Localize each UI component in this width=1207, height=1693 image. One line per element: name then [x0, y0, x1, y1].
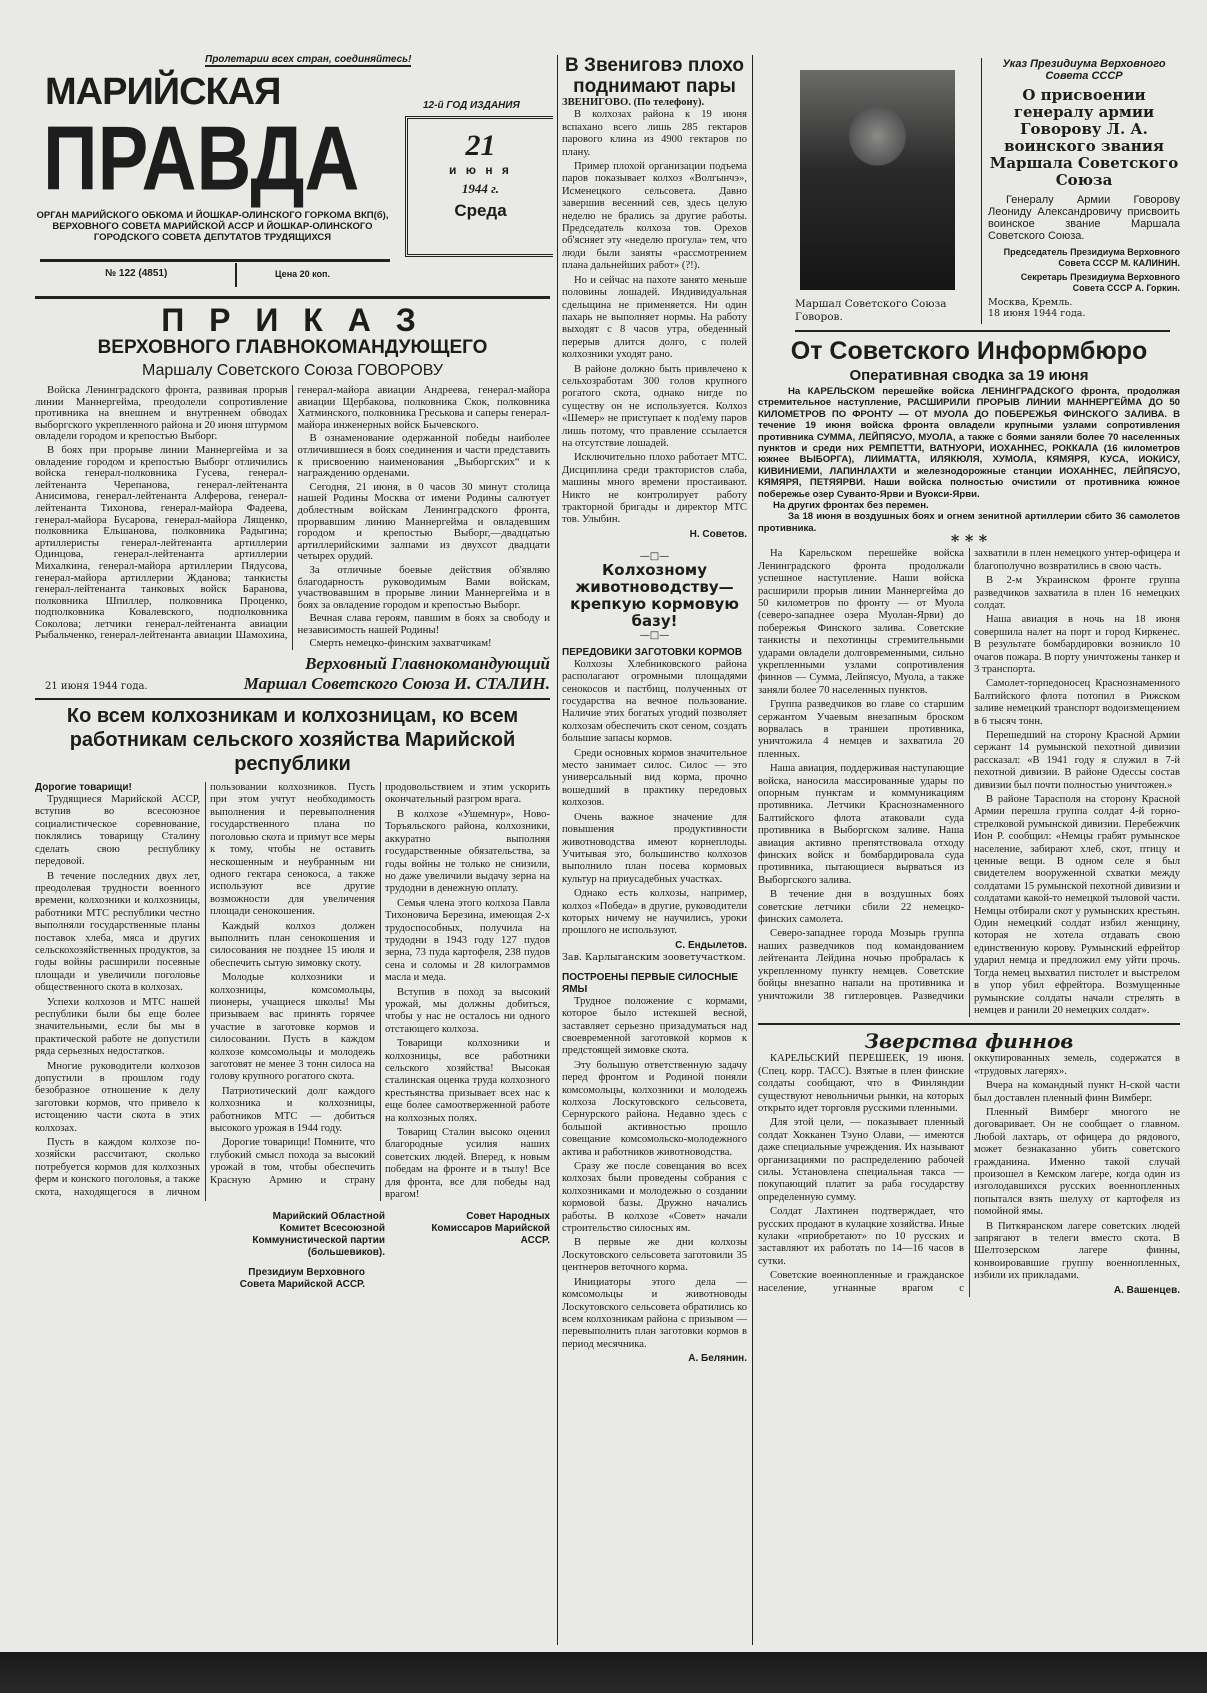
author-note: Зав. Карлыганским зооветучастком.: [562, 951, 746, 963]
signature-gorkin: Секретарь Президиума Верховного Совета СССР А. Горкин.: [1020, 272, 1180, 293]
section-body: [562, 996, 747, 1351]
middle-column: [562, 55, 747, 1365]
ukaz-header: Указ Президиума Верховного Совета СССР: [1002, 58, 1166, 82]
livestock-title: Колхозному животноводству—крепкую кормовую базу!: [570, 560, 739, 630]
prikaz-title: П Р И К А З: [161, 302, 424, 338]
paragraph: Исключительно плохо работает МТС. Дисциплина среди трактористов слаба, машины много времени простаивают. Никто не контролирует работу тракторной бригады и директор МТС тов. Улыбин.: [562, 452, 747, 526]
separator-stars: * * *: [950, 531, 988, 551]
paragraph: Успехи колхозов и МТС нашей республики были бы еще более значительными, если бы мы в практической работе не допустили ряда серьезных недостатков.: [35, 996, 200, 1058]
paragraph: Трудное положение с кормами, которое было истекшей весной, заставляет серьезно призадуматься над своевременной заготовкой кормов к предстоящей зимовке скота.: [562, 995, 747, 1057]
date-year: 1944 г.: [461, 181, 500, 196]
paragraph: Товарищи колхозники и колхозницы, все работники сельского хозяйства! Высокая сталинская оценка труда колхозного крестьянства призывает всех нас к еще более самоотверженной работе на колхозных полях.: [385, 1038, 550, 1124]
paragraph: В районе Тарасполя на сторону Красной Армии перешла группа солдат 4-й горно-стрелковой румынской дивизии. Перебежчик Ион Р. сообщил: «Немцы грабят румынское население, забирают хлеб, скот, птицу и ценные вещи. В одном селе я был свидетелем вооруженной схватки между солдатами 15 румынской пехотной дивизии и солдатами какой-то немецкой тыловой части. Немцы отбирали скот у румынских крестьян. Один немецкий солдат избил женщину, которая не хотела отдавать свою единственную корову. Румынский ефрейтор ударил немца и предложил ему уйти прочь. Тогда немец выхватил пистолет и выстрелом в упор убил ефрейтора. Возмущенные румынские солдаты начали стрелять в немцев и ранили 20 немецких солдат».: [974, 794, 1180, 1016]
right-column: [758, 58, 1180, 1297]
section-body: [562, 659, 747, 938]
paragraph: Пленный Вимберг многого не договаривает. Он не сообщает о главном. Любой лахтарь, от офицера до рядового, может безнаказанно убить советского гражданина. Именно такой случай произошел в Кемском лагере, когда один из изголодавшихся русских военнопленных попытался взять шелуху от картофеля из помойной ямы.: [974, 1106, 1180, 1218]
paragraph: Сразу же после совещания во всех колхозах были проведены собрания с колхозниками и молодежью о создании кормовой базы. Дружно начались работы. В колхозе «Совет» начали строительство силосных ям.: [562, 1161, 747, 1235]
slogan: Пролетарии всех стран, соединяйтесь!: [205, 54, 412, 65]
paragraph: В колхозе «Ушемнур», Ново-Торъяльского района, колхозники, аккуратно выполняя государственные обязательства, за годы войны не только не снизили, но даже увеличили выдачу зерна на трудодни в денежную оплату.: [385, 808, 550, 895]
price: Цена 20 коп.: [275, 269, 330, 279]
paragraph: Наша авиация в ночь на 18 июня совершила налет на порт и город Киркенес. В результате бомбардировки возникло 10 очагов пожара. В порту уничтожены танкер и 3 транспорта.: [974, 614, 1180, 675]
paragraph: Инициаторы этого дела — комсомольцы и животноводы Лоскутовского сельсовета обратились ко всем колхозникам района с призывом — перевыполнить план заготовки кормов в период месячника.: [562, 1276, 747, 1350]
paragraph: Северо-западнее города Мозырь группа наших разведчиков под командованием лейтенанта Лейдина ночью пробралась к укрепленному пункту немцев. Советские бойцы внезапно напали на противника и уничтожили 38 гитлеровцев. Разведчики захватили в плен немецкого унтер-офицера и благополучно возвратились в свою часть.: [758, 548, 1180, 1002]
paragraph: Самолет-торпедоносец Краснознаменного Балтийского флота потопил в Рижском заливе немецкий транспорт водоизмещением в 6 тысяч тонн.: [974, 678, 1180, 727]
prikaz-body: [35, 385, 550, 650]
paragraph: Дорогие товарищи! Помните, что глубокий смысл похода за высокий урожай в том, чтобы обеспечить Красную Армию и страну продовольствием и этим ускорить окончательный разгром врага.: [210, 782, 550, 1186]
paragraph: В ознаменование одержанной победы наиболее отличившиеся в боях соединения и части представить к присвоению наименования „Выборгских“ и к награждению орденами.: [297, 432, 550, 480]
govorov-photo: [800, 70, 955, 290]
paragraph: В Питкяранском лагере советских людей запрягают в телеги вместо скота. В Шелтозерском лагере финны, конвоировавшие группу военнопленных, избили их прикладами.: [974, 1220, 1180, 1282]
paragraph: Колхозы Хлебниковского района располагают огромными площадями сенокосов и пастбищ, полученных от государства на вечное пользование. Наличие этих богатых угодий позволяет колхозам обеспечить скот сеном, создать большие запасы кормов.: [562, 658, 747, 745]
zvenigovo-title: В Звениговэ плохо поднимают пары: [565, 55, 744, 97]
author: С. Ендылетов.: [675, 939, 747, 951]
paragraph: Трудящиеся Марийской АССР, вступив во всесоюзное социалистическое соревнование, поклялись товарищу Сталину сделать свою республику передовой.: [35, 794, 200, 868]
photo-caption: Маршал Советского Союза Говоров.: [795, 298, 947, 323]
informburo-body: [758, 548, 1180, 1017]
paragraph: Семья члена этого колхоза Павла Тихоновича Березина, имеющая 2-х трудоспособных, получила на трудодни в 1943 году 127 пудов зерна, 73 пуда картофеля, 238 пудов сена и соломы и 28 килограммов масла и меда.: [385, 897, 550, 984]
appeal-signatures: [35, 1211, 550, 1259]
atrocities-title: Зверства финнов: [864, 1029, 1074, 1054]
informburo-subtitle: Оперативная сводка за 19 июня: [849, 367, 1089, 384]
date-box: [405, 116, 553, 257]
paragraph: Группа разведчиков во главе со старшим сержантом Учаевым внезапным броском ворвалась в траншеи противника, уничтожила 4 немцев и захватила 20 пленных.: [758, 699, 964, 760]
prikaz-subtitle: ВЕРХОВНОГО ГЛАВНОКОМАНДУЮЩЕГО: [97, 337, 488, 358]
informburo-lead: [758, 386, 1180, 534]
paragraph: Перешедший на сторону Красной Армии сержант 14 румынской пехотной дивизии рассказал: «В 1941 году я служил в 7-й пехотной дивизии. В районе Одессы состав дивизии был почти полностью уничтожен.»: [974, 729, 1180, 791]
author: А. Белянин.: [688, 1353, 747, 1365]
paragraph: В 2-м Украинском фронте группа разведчиков захватила в плен 16 немецких солдат.: [974, 575, 1180, 611]
scan-edge: [0, 1652, 1207, 1693]
paragraph: Среди основных кормов значительное место занимает силос. Силос — это универсальный вид корма, прочно вошедший в практику передовых колхозов.: [562, 747, 747, 809]
ukaz-date: 18 июня 1944 года.: [988, 308, 1086, 319]
paragraph: Пусть в каждом колхозе по-хозяйски рассчитают, сколько потребуется кормов для колхозных ферм и конского поголовья, а также скота, находящегося в личном пользовании колхозников. Пусть при этом учтут необходимость выполнения и перевыполнения государственного плана по поголовью скота и примут все меры к тому, чтобы не оставить нескошенным и неубранным ни одного гектара сенокоса, а также используют все другие возможности для увеличения площади сенокошения.: [35, 782, 375, 1198]
paragraph: Пример плохой организации подъема паров показывает колхоз «Волгынчэ», Исменецкого сельсовета. Давно завершив весенний сев, здесь целую неделю не брались за другие работы. Председатель колхоза тов. Орехов об'ясняет эту «неделю прогула» тем, что люди были заняты «рассмотрением плана дальнейших работ» (?!).: [562, 161, 747, 272]
paragraph: В первые же дни колхозы Лоскутовского сельсовета заготовили 35 центнеров веточного корма.: [562, 1237, 747, 1274]
issue-number: № 122 (4851): [105, 268, 168, 279]
appeal-title: Ко всем колхозникам и колхозницам, ко всем работникам сельского хозяйства Марийской республики: [66, 705, 519, 776]
paragraph: На КАРЕЛЬСКОМ перешейке войска ЛЕНИНГРАДСКОГО фронта, продолжая стремительное наступление, РАСШИРИЛИ ПРОРЫВ ЛИНИИ МАННЕРГЕЙМА ДО 50 КИЛОМЕТРОВ ПО ФРОНТУ — ОТ МУОЛА ДО ПОБЕРЕЖЬЯ ФИНСКОГО ЗАЛИВА. В течение 19 июня войска фронта овладели крупными узлами сопротивления противника СУММА, ЛЕЙПЯСУО, МУОЛА, а также с боями заняли более 70 населенных пунктов и среди них РЕМПЕТТИ, ВАТНУОРИ, ИОХАННЕС, РОККАЛА (16 километров южнее ВЫБОРГА), ЛИИМАТТА, ИЛЯКЮЛЯ, ХУМОЛА, КЯМЯРЯ, КУСА, ИОКИСУ, КИВИНИЕМИ, ЛАПИНЛАХТИ и железнодорожные станции ИОХАННЕС, ЛЕЙПЯСУО, КЯМЯРЯ, ПЕТЯЯРВИ. Наши войска полностью очистили от противника южное побережье озер Суванто-Ярви и Вуокси-Ярви.: [758, 386, 1180, 500]
paragraph: Патриотический долг каждого колхозника и колхозницы, работников МТС — добиться высокого урожая в 1944 году.: [210, 1085, 375, 1135]
prikaz-article: [35, 303, 550, 694]
dateline: ЗВЕНИГОВО. (По телефону).: [562, 97, 705, 108]
paragraph: Вчера на командный пункт Н-ской части был доставлен пленный финн Вимберг.: [974, 1080, 1180, 1104]
signature-kalinin: Председатель Президиума Верховного Совета СССР М. КАЛИНИН.: [1003, 247, 1180, 268]
paragraph: В районе должно быть привлечено к сельхозработам 300 голов крупного рогатого скота, однако нигде по существу он не используется. Колхоз «Шемер» не приступает к под'ему паров лишь потому, что правление ссылается на отсутствие лошадей.: [562, 363, 747, 449]
prikaz-date: 21 июня 1944 года.: [45, 681, 148, 693]
paragraph: Молодые колхозники и колхозницы, комсомольцы, пионеры, учащиеся школы! Мы призываем вас принять горячее участие в заготовке кормов и силосовании. Пусть в каждом колхозе комсомольцы и молодежь заготовят не менее 3 тонн силоса на голову крупного рогатого скота.: [210, 972, 375, 1083]
paragraph: Эту большую ответственную задачу перед фронтом и Родиной поняли комсомольцы, колхозники и молодежь колхоза Лоскутовского сельсовета, Сернурского района. Недавно здесь с большой активностью прошло совещание комсомольско-молодежного актива и работников животноводства.: [562, 1059, 747, 1158]
paragraph: Наша авиация, поддерживая наступающие войска, наносила массированные удары по опорным пунктам и коммуникациям противника. Летчики Краснознаменного Балтийского флота атаковали суда противника в Выборгском заливе. Наша авиация активно препятствовала отходу финских войск и бомбардировала суда противника, пытающиеся вырваться из Выборгского залива.: [758, 763, 964, 886]
zvenigovo-article: [562, 55, 747, 541]
prikaz-addressee: Маршалу Советского Союза ГОВОРОВУ: [141, 362, 443, 379]
left-column: [35, 52, 550, 1291]
atrocities-body: [758, 1053, 1180, 1296]
paragraph: Очень важное значение для повышения продуктивности животноводства имеют корнеплоды. Учитывая это, большинство колхозов выполнило план посева кормовых культур на приусадебных участках.: [562, 811, 747, 885]
masthead: [35, 52, 550, 292]
paragraph: КАРЕЛЬСКИЙ ПЕРЕШЕЕК, 19 июня. (Спец. корр. ТАСС). Взятые в плен финские солдаты сообщают, что в Финляндии существуют невольничьи рынки, на которых открыто идет торговля русскими пленными.: [758, 1053, 964, 1114]
date-day: 21: [465, 129, 496, 162]
signature-obkom: Марийский Областной Комитет Всесоюзной Коммунистической партии (большевиков).: [252, 1211, 385, 1259]
author: А. Вашенцев.: [1113, 1284, 1180, 1296]
date-month: и ю н я: [449, 163, 512, 177]
paragraph: За отличные боевые действия об'являю благодарность руководимым Вами войскам, участвовавшим в прорыве линии Маннергейма и в боях за овладение городом и крепостью Выборг.: [297, 563, 550, 611]
paragraph: В течение дня в воздушных боях советские летчики сбили 22 немецко-финских самолета.: [758, 889, 964, 926]
paragraph: Солдат Лахтинен подтверждает, что русских продают в кулацкие хозяйства. Иные кулаки «приобретают» по 10 русских и заставляют их работать по 14—16 часов в сутки.: [758, 1206, 964, 1267]
paragraph: Для этой цели, — показывает пленный солдат Хокканен Тэуно Олави, — имеются даже специальные учреждения. Их называют организациями по распределению рабочей силы. Установлена специальная такса — покупающий платит за раба государству определенную сумму.: [758, 1117, 964, 1203]
ukaz-title: О присвоении генералу армии Говорову Л. А. воинского звания Маршала Советского Союза: [989, 86, 1179, 189]
paragraph: В боях при прорыве линии Маннергейма и за овладение городом и крепостью Выборг отличились войска генерал-полковника Гусева, генерал-лейтенанта Черепанова, генерал-лейтенанта Анисимова, генерал-лейтенанта Алферова, генерал-лейтенанта Тихонова, генерал-майора Фадеева, генерал-майора Бусарова, генерал-майора Лященко, полковника Ельшанова, полковника Радыгина; артиллеристы генерал-лейтенанта артиллерии Одинцова, генерал-лейтенанта артиллерии Михалкина, генерал-майора артиллерии Пядусова, генерал-майора артиллерии Жданова; танкисты генерал-лейтенанта танковых войск Баранова, полковника Шпиллер, полковника Проценко, подполковника Ковалевского, подполковника Соколова; летчики генерал-лейтенанта авиации Рыбальченко, генерал-лейтенанта авиации Шамохина, генерал-майора авиации Андреева, генерал-майора авиации Щербакова, полковника Скок, полковника Хатминского, полковника Греськова и саперы генерал-майора инженерных войск Бычевского.: [35, 384, 550, 642]
atrocities-article: [758, 1029, 1180, 1296]
paragraph: Сегодня, 21 июня, в 0 часов 30 минут столица нашей Родины Москва от имени Родины салютует доблестным войскам Ленинградского фронта, прорвавшим линию Маннергейма и овладевшим городом и крепостью Выборг,—двадцатью артиллерийскими залпами из двухсот двадцати четырех орудий.: [297, 480, 550, 563]
paragraph: Войска Ленинградского фронта, развивая прорыв линии Маннергейма, преодолели сопротивление противника на внешнем и внутреннем обводах выборгского укрепленного района и 20 июня штурмом овладели городом и крепостью Выборг.: [35, 384, 288, 443]
paragraph: В колхозах района к 19 июня вспахано всего лишь 285 гектаров парового клина из 4900 гектаров по плану.: [562, 109, 747, 158]
informburo-title: От Советского Информбюро: [790, 337, 1148, 365]
section-heading: ПОСТРОЕНЫ ПЕРВЫЕ СИЛОСНЫЕ ЯМЫ: [562, 971, 738, 995]
paragraph: На других фронтах без перемен.: [773, 500, 929, 512]
date-weekday: Среда: [454, 201, 507, 220]
livestock-section: —□— Колхозному животноводству—крепкую кормовую базу! —□— ПЕРЕДОВИКИ ЗАГОТОВКИ КОРМОВ Колхозы Хлебниковского района располагают огромными площадями сенокосов и пастбищ, полученных от государства на вечное пользование. Наличие этих богатых угодий позволяет колхозам обеспечить скот сеном, создать большие запасы кормов. Среди основных кормов значительное место занимает силос. Силос — это универсальный вид корма, прочно вошедший в практику передовых колхозов. Очень важное значение для повышения продуктивности животноводства имеют корнеплоды. Учитывая это, большинство колхозов выполнило план посева кормовых культур на приусадебных участках. Однако есть колхозы, например, колхоз «Победа» в другие, руководители которых ничему не научились, уроки прошлого не используют. С. Ендылетов. Зав. Карлыганским зооветучастком. ПОСТРОЕНЫ ПЕРВЫЕ СИЛОСНЫЕ ЯМЫ Трудное положение с кормами, которое было истекшей весной, заставляет серьезно призадуматься над своевременной заготовкой кормов к предстоящей зимовке скота. Эту большую ответственную задачу перед фронтом и Родиной поняли комсомольцы, колхозники и молодежь колхоза Лоскутовского сельсовета, Сернурского района. Недавно здесь с большой активностью прошло совещание комсомольско-молодежного актива и работников животноводства. Сразу же после совещания во всех колхозах были проведены собрания с колхозниками и молодежью о создании кормовой базы. Дружно начались работы. В колхозе «Совет» начали строительство силосных ям. В первые же дни колхозы Лоскутовского сельсовета заготовили 35 центнеров веточного корма. Инициаторы этого дела — комсомольцы и животноводы Лоскутовского сельсовета обратились ко всем колхозникам района с призывом — перевыполнить план заготовки кормов в период месячника. А. Белянин.: [562, 550, 747, 1365]
ukaz-text: Генералу Армии Говорову Леониду Александровичу присвоить воинское звание Маршала Советского Союза.: [988, 194, 1180, 242]
ukaz-article: [981, 58, 1180, 324]
ukaz-place: Москва, Кремль.: [988, 297, 1073, 308]
paragraph: Смерть немецко-финским захватчикам!: [309, 637, 492, 650]
signature-presidium: Президиум Верховного Совета Марийской АССР.: [239, 1267, 365, 1291]
prikaz-signature-name: Маршал Советского Союза И. СТАЛИН.: [243, 674, 550, 694]
paragraph: Советские военнопленные и гражданское население, угнанные врагом с оккупированных земель, содержатся в «трудовых лагерях».: [758, 1053, 1180, 1294]
paragraph: В течение последних двух лет, преодолевая трудности военного времени, колхозники и колхозницы, работники МТС республики честно выполняли государственные планы поставок хлеба, мяса и других сельскохозяйственных продуктов, за годы войны расширили посевные площади и увеличили поголовье общественного скота в колхозах.: [35, 870, 200, 994]
paragraph: Однако есть колхозы, например, колхоз «Победа» в другие, руководители которых ничему не научились, уроки прошлого не используют.: [562, 888, 747, 937]
paragraph: Каждый колхоз должен выполнить план сенокошения и силосования не позднее 15 июля и обеспечить сытую зимовку скоту.: [210, 920, 375, 969]
paragraph: На Карельском перешейке войска Ленинградского фронта продолжали успешное наступление. Наши войска расширили прорыв линии Маннергейма до 50 километров по фронту — от Муола (северо-западнее озера Муолан-Ярви) до побережья Финского залива. Советские танкисты и пехотинцы стремительными ударами овладели долговременными, сильно укрепленными узлами сопротивления финнов — Сумма, Лейпясуо, Муола, а также заняли более 70 населенных пунктов.: [758, 548, 964, 696]
signature-snk: Совет Народных Комиссаров Марийской АССР.: [431, 1211, 550, 1247]
author: Н. Советов.: [689, 528, 747, 540]
organ-line: ОРГАН МАРИЙСКОГО ОБКОМА И ЙОШКАР-ОЛИНСКОГО ГОРКОМА ВКП(б), ВЕРХОВНОГО СОВЕТА МАРИЙСКОЙ АССР И ЙОШКАР-ОЛИНСКОГО ГОРОДСКОГО СОВЕТА ДЕПУТАТОВ ТРУДЯЩИХСЯ: [36, 210, 389, 243]
title-top: МАРИЙСКАЯ: [45, 71, 281, 113]
paragraph: Многие руководители колхозов допустили в прошлом году безобразное отношение к делу заготовки кормов, что привело к истощению части скота в этих колхозах.: [35, 1060, 200, 1134]
publication-year: 12-й ГОД ИЗДАНИЯ: [423, 100, 520, 111]
section-heading: ПЕРЕДОВИКИ ЗАГОТОВКИ КОРМОВ: [562, 646, 743, 658]
informburo-article: [758, 336, 1180, 1017]
top-block: [758, 58, 1180, 324]
appeal-body: [35, 782, 550, 1201]
newspaper-title: ПРАВДА: [43, 108, 360, 210]
paragraph: За 18 июня в воздушных боях и огнем зенитной артиллерии сбито 36 самолетов противника.: [758, 511, 1180, 534]
prikaz-signature-title: Верховный Главнокомандующий: [305, 654, 550, 674]
paragraph: Вступив в поход за высокий урожай, мы должны добиться, чтобы у нас не осталось ни одного отстающего колхоза.: [385, 986, 550, 1035]
appeal-greeting: Дорогие товарищи!: [35, 782, 132, 794]
paragraph: Вечная слава героям, павшим в боях за свободу и независимость нашей Родины!: [297, 612, 550, 636]
paragraph: Товарищ Сталин высоко оценил благородные усилия наших советских людей. Вперед, к новым победам на фронте и в тылу! Все для фронта, все для победы над врагом!: [385, 1127, 550, 1201]
zvenigovo-body: [562, 97, 747, 527]
paragraph: Но и сейчас на пахоте занято меньше половины лошадей. Индивидуальная сдельщина не применяется. Ни один пахарь не выполняет нормы. На работу выходят с 8 часов утра, обеденный перерыв длится долго, с полей колхозники уходят рано.: [562, 274, 747, 361]
